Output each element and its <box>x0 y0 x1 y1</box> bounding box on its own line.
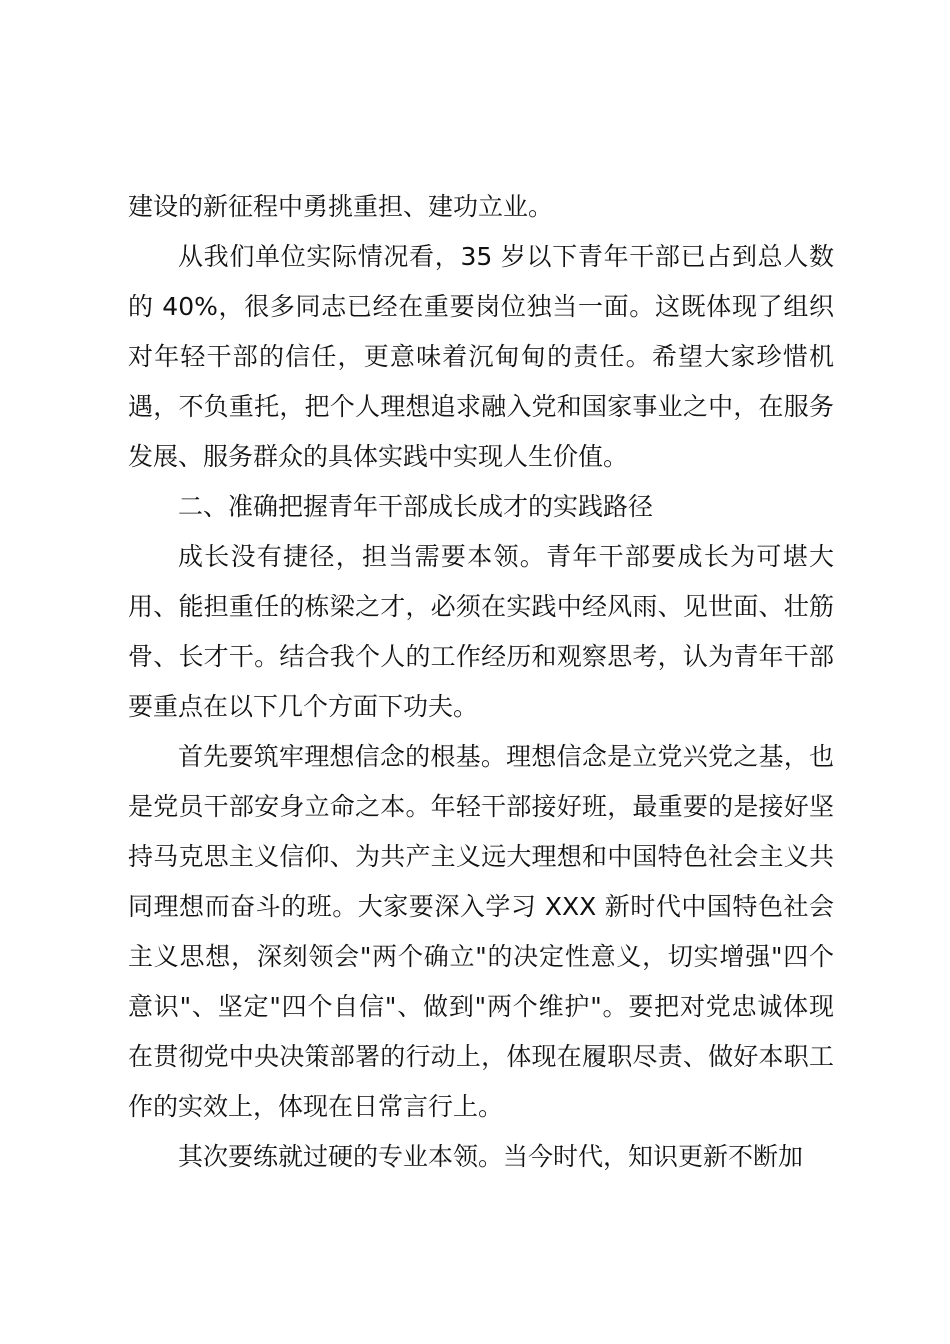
section-heading-two: 二、准确把握青年干部成长成才的实践路径 <box>178 492 654 521</box>
paragraph-growth-path: 成长没有捷径，担当需要本领。青年干部要成长为可堪大用、能担重任的栋梁之才，必须在实践中经风雨、见世面、壮筋骨、长才干。结合我个人的工作经历和观察思考，认为青年干部要重点在以下几个方面下功夫。 <box>128 542 834 721</box>
paragraph-professional-skills: 其次要练就过硬的专业本领。当今时代，知识更新不断加 <box>178 1142 804 1171</box>
document-body <box>128 182 834 1182</box>
paragraph-continuation: 建设的新征程中勇挑重担、建功立业。 <box>128 192 554 221</box>
paragraph-ideals-beliefs: 首先要筑牢理想信念的根基。理想信念是立党兴党之基，也是党员干部安身立命之本。年轻干部接好班，最重要的是接好坚持马克思主义信仰、为共产主义远大理想和中国特色社会主义共同理想而奋斗的班。大家要深入学习 XXX 新时代中国特色社会主义思想，深刻领会"两个确立"的决定性意义，切实增强"四个意识"、坚定"四个自信"、做到"两个维护"。要把对党忠诚体现在贯彻党中央决策部署的行动上，体现在履职尽责、做好本职工作的实效上，体现在日常言行上。 <box>128 742 834 1121</box>
paragraph-unit-situation: 从我们单位实际情况看，35 岁以下青年干部已占到总人数的 40%，很多同志已经在重要岗位独当一面。这既体现了组织对年轻干部的信任，更意味着沉甸甸的责任。希望大家珍惜机遇，不负重托，把个人理想追求融入党和国家事业之中，在服务发展、服务群众的具体实践中实现人生价值。 <box>128 242 834 471</box>
